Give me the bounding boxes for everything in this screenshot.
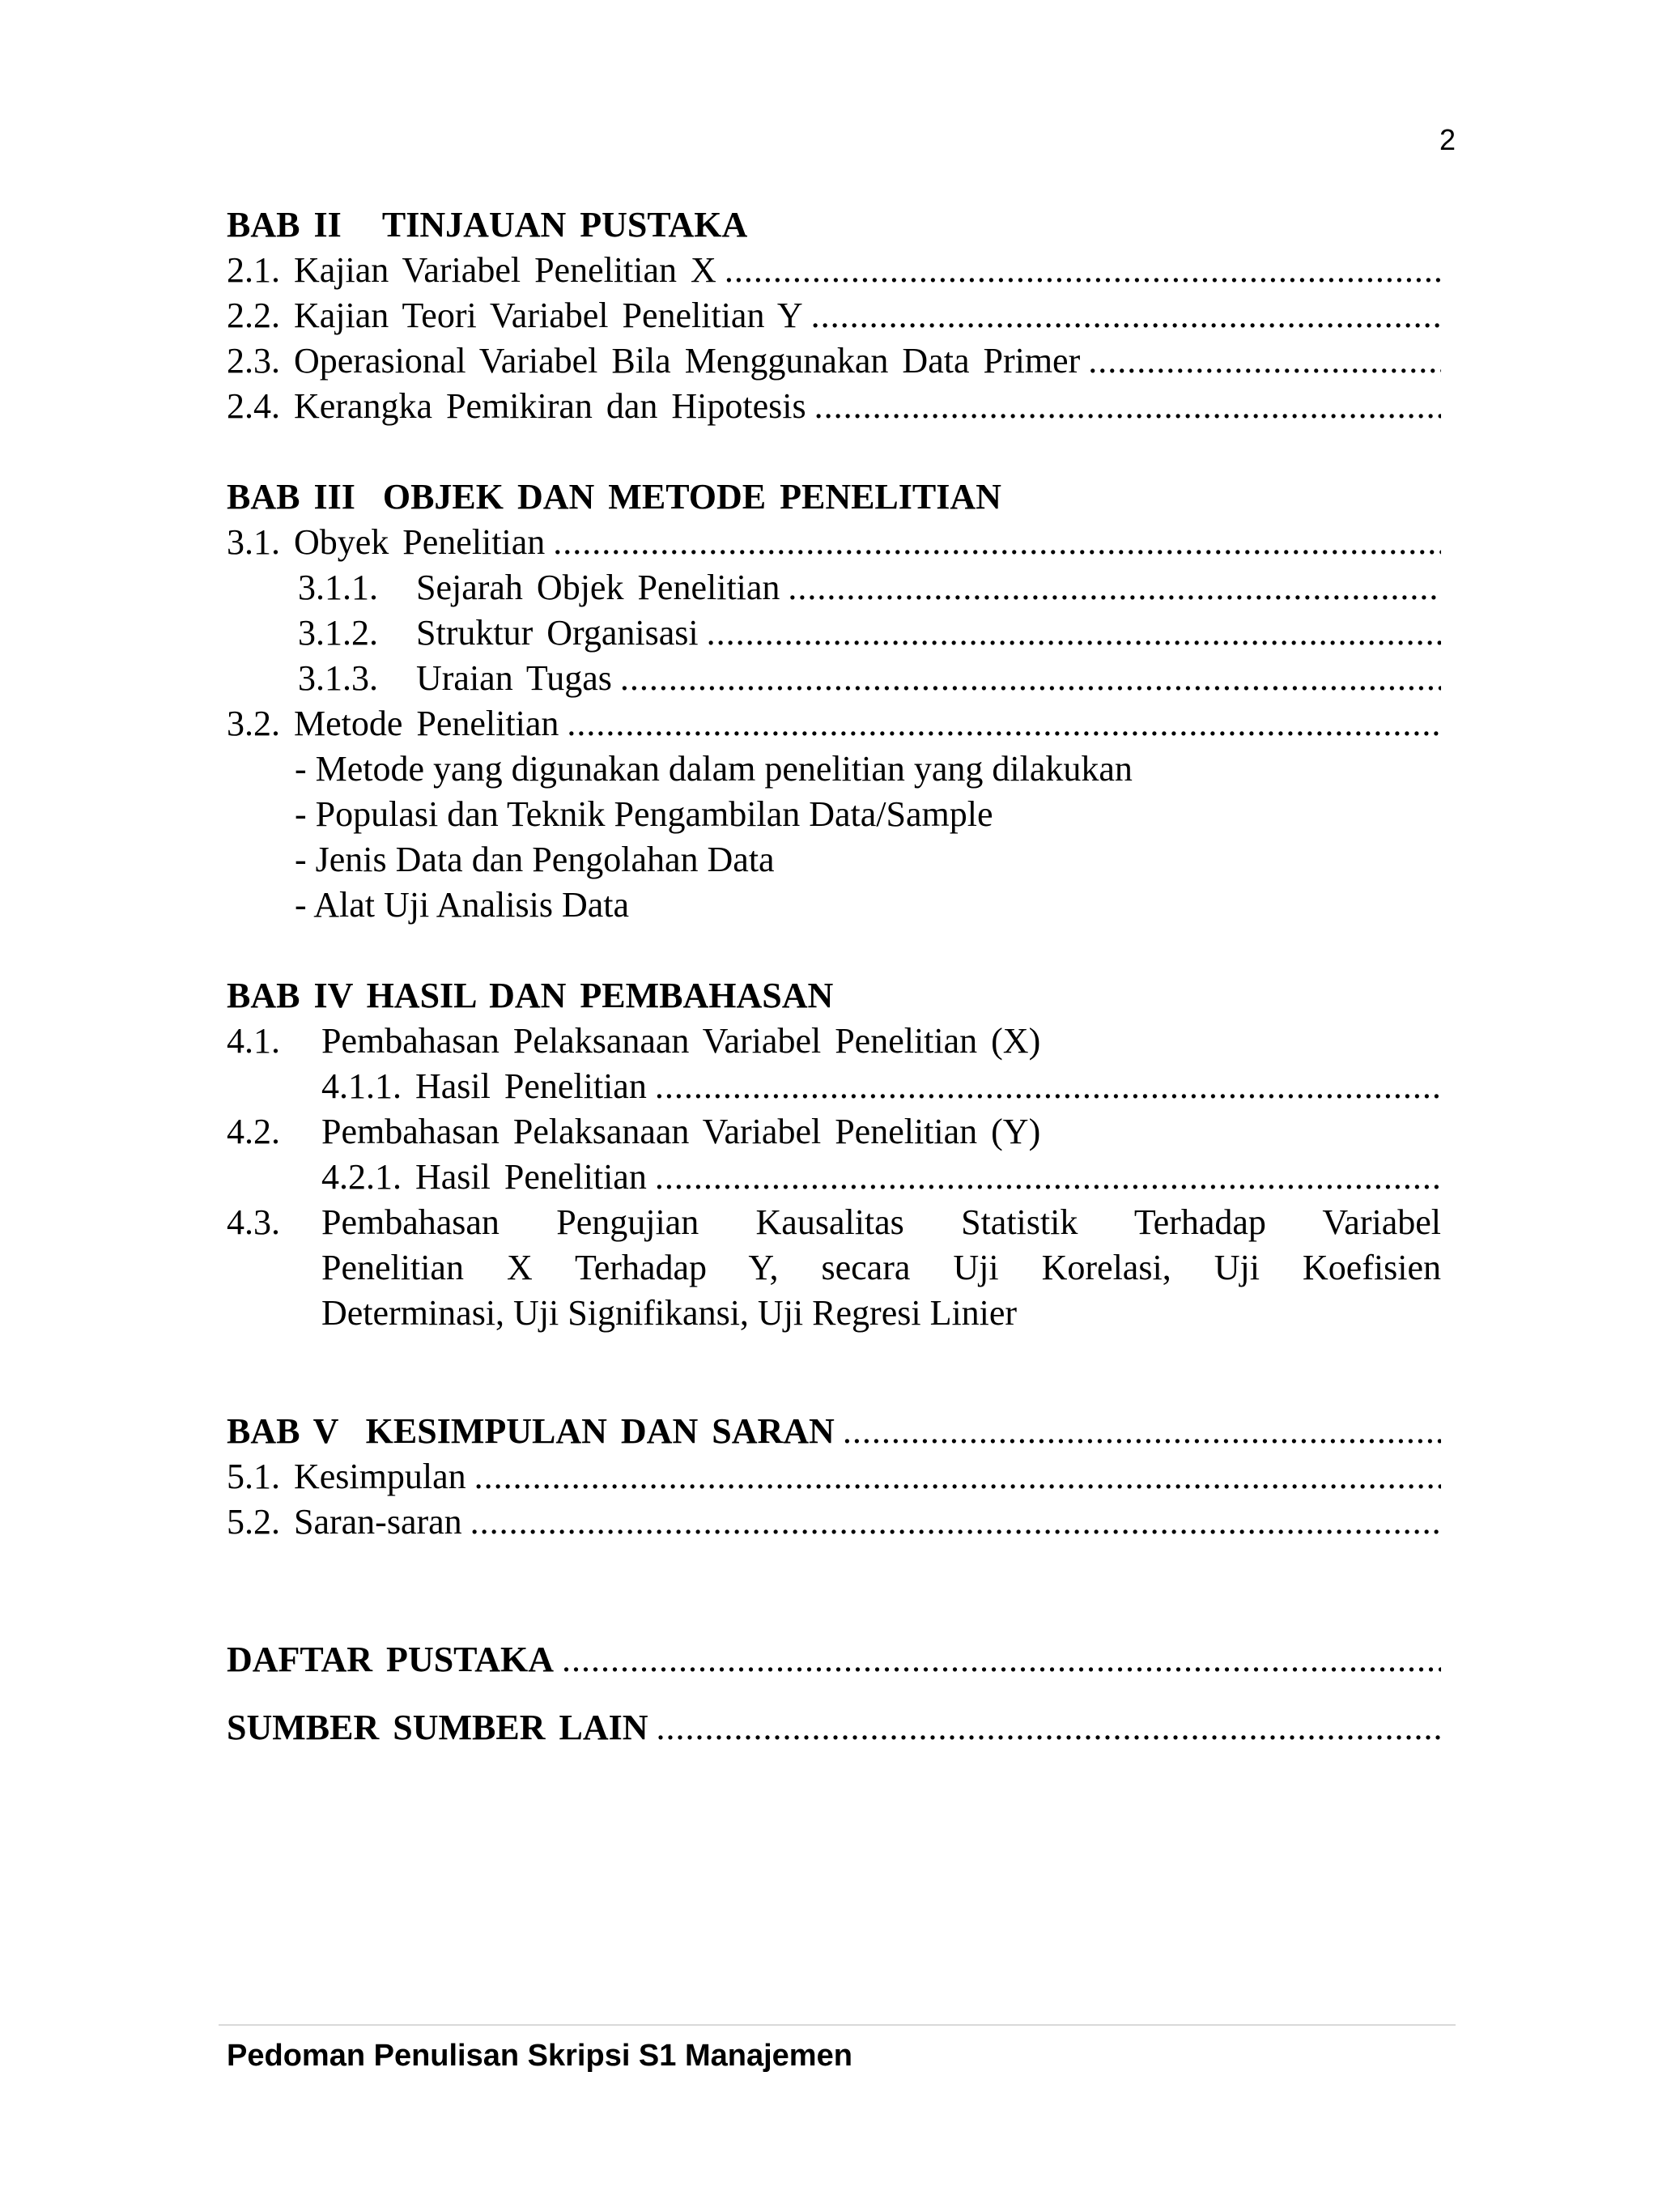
dot-leader: [788, 565, 1441, 610]
paragraph-line: Determinasi, Uji Signifikansi, Uji Regresi Linier: [321, 1293, 1018, 1333]
dot-leader: [553, 520, 1441, 565]
toc-entry-paragraph: [321, 1200, 1441, 1336]
dot-leader: [725, 248, 1441, 293]
toc-entry-label: 2.3. Operasional Variabel Bila Menggunakan Data Primer: [227, 341, 1081, 381]
bab5-heading: [227, 1409, 1441, 1454]
dot-leader: [843, 1409, 1441, 1454]
toc-entry-label: 4.2.1. Hasil Penelitian: [321, 1157, 647, 1197]
toc-entry-3-1-1: [227, 565, 1441, 610]
bab4-heading-text: BAB IV HASIL DAN PEMBAHASAN: [227, 976, 834, 1015]
dot-leader: [562, 1637, 1441, 1682]
list-item: - Metode yang digunakan dalam penelitian yang dilakukan: [295, 749, 1133, 789]
toc-entry-4-3: [227, 1200, 1441, 1336]
daftar-pustaka-text: DAFTAR PUSTAKA: [227, 1640, 555, 1679]
spacer: [227, 1336, 1441, 1409]
toc-entry-4-2: [227, 1109, 1441, 1155]
footer-divider: [219, 2024, 1456, 2026]
toc-entry-text: Sejarah Objek Penelitian: [416, 568, 780, 607]
toc-entry-label: 2.1. Kajian Variabel Penelitian X: [227, 250, 716, 290]
bab2-heading-text: BAB II TINJAUAN PUSTAKA: [227, 205, 748, 245]
dot-leader: [474, 1454, 1441, 1499]
page-number: 2: [1439, 123, 1456, 156]
list-item: - Alat Uji Analisis Data: [295, 885, 630, 925]
bab3-heading-text: BAB III OBJEK DAN METODE PENELITIAN: [227, 477, 1001, 517]
toc-entry-label: [227, 1109, 1040, 1155]
spacer: [227, 1682, 1441, 1705]
toc-entry-4-1: [227, 1019, 1441, 1064]
toc-entry-5-1: [227, 1454, 1441, 1499]
toc-entry-label: 3.1. Obyek Penelitian: [227, 522, 546, 562]
dot-leader: [620, 656, 1441, 701]
dot-leader: [657, 1705, 1441, 1750]
spacer: [227, 928, 1441, 973]
bab5-heading-text: BAB V KESIMPULAN DAN SARAN: [227, 1411, 835, 1451]
paragraph-line: Penelitian X Terhadap Y, secara Uji Korelasi, Uji Koefisien: [321, 1248, 1441, 1287]
dot-leader: [814, 384, 1441, 429]
sumber-lain-heading: [227, 1705, 1441, 1750]
dot-leader: [811, 293, 1441, 338]
toc-entry-3-1-2: [227, 610, 1441, 656]
dot-leader: [655, 1064, 1441, 1109]
toc-entry-text: Uraian Tugas: [416, 658, 612, 698]
dot-leader: [470, 1499, 1441, 1545]
toc-entry-number: 3.1.3.: [298, 658, 378, 698]
toc-entry-text: Pembahasan Pelaksanaan Variabel Penelitian (X): [321, 1021, 1041, 1061]
toc-entry-text: Struktur Organisasi: [416, 613, 699, 653]
toc-entry-label: 5.2. Saran-saran: [227, 1502, 462, 1542]
toc-entry-5-2: [227, 1499, 1441, 1545]
table-of-contents: [227, 202, 1441, 1750]
sumber-lain-text: SUMBER SUMBER LAIN: [227, 1708, 648, 1747]
footer-text: Pedoman Penulisan Skripsi S1 Manajemen: [227, 2039, 852, 2073]
toc-entry-3-2: [227, 701, 1441, 747]
toc-entry-4-1-1: [227, 1064, 1441, 1109]
toc-entry-4-2-1: [227, 1155, 1441, 1200]
dot-leader: [707, 610, 1441, 656]
bab3-heading: [227, 474, 1441, 520]
toc-entry-number: 3.1.2.: [298, 613, 378, 653]
dot-leader: [1088, 338, 1441, 384]
toc-entry-label: 2.4. Kerangka Pemikiran dan Hipotesis: [227, 386, 806, 426]
toc-entry-label: [298, 656, 612, 701]
bab4-heading: [227, 973, 1441, 1019]
toc-entry-label: 2.2. Kajian Teori Variabel Penelitian Y: [227, 296, 803, 335]
list-item: - Jenis Data dan Pengolahan Data: [295, 840, 775, 879]
toc-entry-2-1: [227, 248, 1441, 293]
toc-entry-label: [298, 610, 699, 656]
toc-entry-label: 4.1.1. Hasil Penelitian: [321, 1066, 647, 1106]
paragraph-line: Pembahasan Pengujian Kausalitas Statistik Terhadap Variabel: [321, 1202, 1441, 1242]
toc-entry-number: 4.3.: [227, 1202, 280, 1242]
toc-entry-label: [298, 565, 780, 610]
toc-entry-text: Pembahasan Pelaksanaan Variabel Penelitian (Y): [321, 1112, 1041, 1151]
toc-entry-2-3: [227, 338, 1441, 384]
dot-leader: [567, 701, 1441, 747]
toc-entry-3-1-3: [227, 656, 1441, 701]
toc-entry-label: [227, 1019, 1040, 1064]
toc-entry-2-2: [227, 293, 1441, 338]
toc-entry-2-4: [227, 384, 1441, 429]
toc-entry-number: 3.1.1.: [298, 568, 378, 607]
toc-entry-3-1: [227, 520, 1441, 565]
toc-entry-label: 3.2. Metode Penelitian: [227, 704, 559, 743]
toc-entry-label: 5.1. Kesimpulan: [227, 1457, 466, 1496]
bab2-heading: [227, 202, 1441, 248]
toc-entry-number: 4.1.: [227, 1021, 280, 1061]
spacer: [227, 429, 1441, 474]
list-item: - Populasi dan Teknik Pengambilan Data/Sample: [295, 794, 993, 834]
spacer: [227, 1545, 1441, 1637]
daftar-pustaka-heading: [227, 1637, 1441, 1682]
toc-entry-number: 4.2.: [227, 1112, 280, 1151]
dot-leader: [655, 1155, 1441, 1200]
